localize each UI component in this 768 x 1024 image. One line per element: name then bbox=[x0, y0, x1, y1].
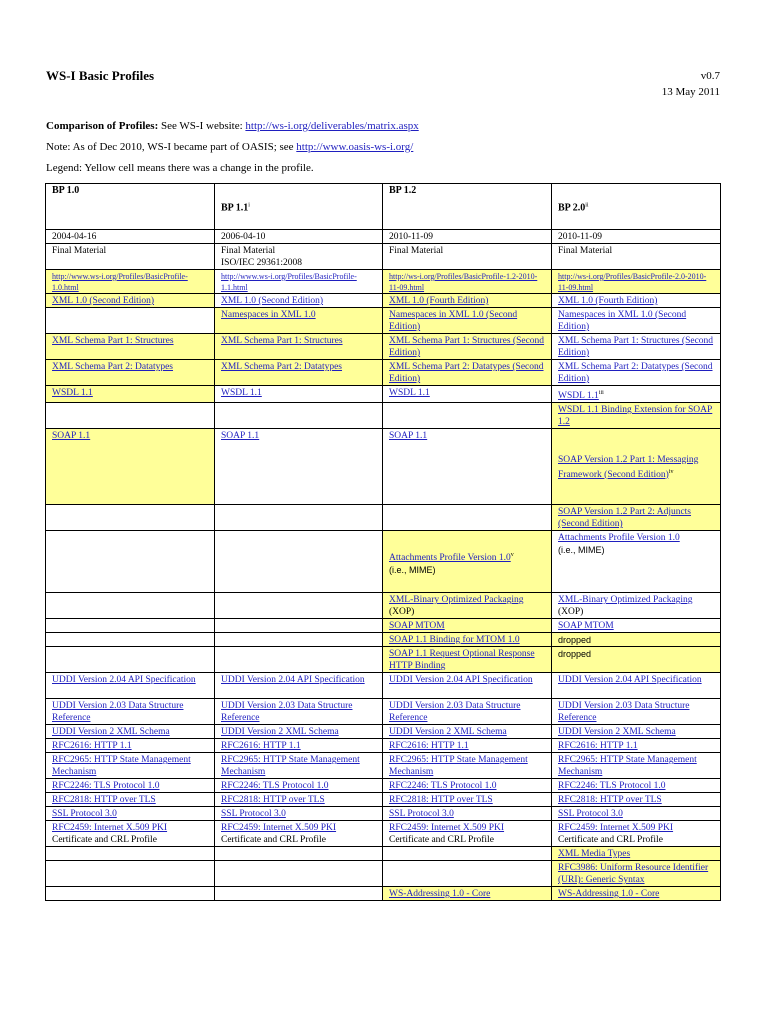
spec-cell bbox=[383, 593, 552, 619]
profile-url-cell bbox=[552, 270, 721, 294]
date-cell: 2010-11-09 bbox=[383, 230, 552, 244]
spec-cell bbox=[552, 887, 721, 901]
spec-cell bbox=[552, 847, 721, 861]
spec-link[interactable]: UDDI Version 2 XML Schema bbox=[52, 727, 170, 738]
table-row bbox=[46, 725, 721, 739]
spec-link[interactable]: RFC2459: Internet X.509 PKI bbox=[558, 823, 674, 834]
spec-cell bbox=[215, 673, 383, 699]
table-row bbox=[46, 531, 721, 593]
table-row bbox=[46, 887, 721, 901]
profile-url-cell bbox=[46, 270, 215, 294]
spec-cell bbox=[215, 753, 383, 779]
spec-link[interactable]: UDDI Version 2.04 API Specification bbox=[389, 675, 533, 686]
spec-link[interactable]: SOAP Version 1.2 Part 1: Messaging Framework (Second Edition) bbox=[558, 454, 699, 480]
spec-link[interactable]: SOAP 1.1 bbox=[389, 431, 428, 442]
spec-link[interactable]: RFC2818: HTTP over TLS bbox=[389, 795, 493, 806]
spec-cell bbox=[383, 673, 552, 699]
comparison-line bbox=[46, 116, 726, 137]
status-cell: Final Material ISO/IEC 29361:2008 bbox=[215, 244, 383, 270]
table-row bbox=[46, 308, 721, 334]
spec-link[interactable]: UDDI Version 2 XML Schema bbox=[221, 727, 339, 738]
table-row bbox=[46, 386, 721, 403]
mime-note: (i.e., MIME) bbox=[389, 564, 436, 575]
spec-suffix: (XOP) bbox=[558, 607, 584, 618]
spec-cell bbox=[552, 403, 721, 429]
spec-cell bbox=[552, 779, 721, 793]
version-label: v0.7 bbox=[700, 70, 720, 82]
spec-cell bbox=[383, 334, 552, 360]
status-cell: Final Material bbox=[383, 244, 552, 270]
empty-cell bbox=[215, 647, 383, 673]
spec-cell bbox=[215, 821, 383, 847]
spec-link[interactable]: RFC2616: HTTP 1.1 bbox=[52, 741, 132, 752]
spec-cell bbox=[383, 633, 552, 647]
status-cell: Final Material bbox=[46, 244, 215, 270]
empty-cell bbox=[46, 531, 215, 593]
table-row bbox=[46, 793, 721, 807]
date-cell: 2004-04-16 bbox=[46, 230, 215, 244]
spec-link[interactable]: Namespaces in XML 1.0 (Second Edition) bbox=[558, 310, 687, 332]
spec-cell bbox=[552, 725, 721, 739]
page-title: WS-I Basic Profiles bbox=[46, 68, 155, 83]
spec-cell bbox=[552, 861, 721, 887]
spec-link[interactable]: SOAP 1.1 bbox=[221, 431, 260, 442]
spec-cell bbox=[46, 673, 215, 699]
spec-cell bbox=[383, 779, 552, 793]
spec-link[interactable]: RFC2965: HTTP State Management Mechanism bbox=[558, 755, 697, 778]
dropped-cell: dropped bbox=[552, 647, 721, 673]
spec-link[interactable]: XML Media Types bbox=[558, 849, 631, 860]
empty-cell bbox=[46, 887, 215, 901]
spec-cell bbox=[46, 699, 215, 725]
empty-cell bbox=[215, 633, 383, 647]
profile-url-link[interactable]: http://www.ws-i.org/Profiles/BasicProfile-1.0.html bbox=[52, 272, 188, 292]
spec-cell bbox=[215, 429, 383, 505]
table-row bbox=[46, 244, 721, 270]
spec-cell bbox=[552, 739, 721, 753]
footnote-marker: iii bbox=[598, 390, 604, 396]
empty-cell bbox=[383, 403, 552, 429]
table-row bbox=[46, 647, 721, 673]
spec-cell bbox=[383, 739, 552, 753]
spec-cell bbox=[46, 386, 215, 403]
spec-cell bbox=[552, 807, 721, 821]
spec-link[interactable]: RFC2246: TLS Protocol 1.0 bbox=[558, 781, 666, 792]
profiles-table bbox=[45, 183, 721, 901]
spec-link[interactable]: SOAP Version 1.2 Part 2: Adjuncts (Second Edition) bbox=[558, 507, 692, 530]
table-row bbox=[46, 270, 721, 294]
spec-cell bbox=[383, 725, 552, 739]
spec-link[interactable]: Namespaces in XML 1.0 bbox=[221, 310, 316, 320]
table-row bbox=[46, 334, 721, 360]
spec-cell bbox=[383, 793, 552, 807]
table-row bbox=[46, 699, 721, 725]
empty-cell bbox=[46, 593, 215, 619]
spec-cell bbox=[552, 619, 721, 633]
spec-link[interactable]: SSL Protocol 3.0 bbox=[389, 809, 454, 820]
spec-cell bbox=[552, 308, 721, 334]
spec-link[interactable]: UDDI Version 2.03 Data Structure Reference bbox=[52, 701, 184, 724]
spec-link[interactable]: RFC2818: HTTP over TLS bbox=[221, 795, 325, 806]
spec-cell bbox=[215, 725, 383, 739]
empty-cell bbox=[46, 619, 215, 633]
spec-cell bbox=[46, 753, 215, 779]
spec-link[interactable]: WSDL 1.1 Binding Extension for SOAP 1.2 bbox=[558, 405, 713, 428]
spec-cell bbox=[215, 334, 383, 360]
spec-link[interactable]: SSL Protocol 3.0 bbox=[52, 809, 117, 820]
note-text: Note: As of Dec 2010, WS-I became part of OASIS; see bbox=[46, 141, 294, 153]
spec-continuation: Certificate and CRL Profile bbox=[221, 835, 326, 846]
spec-link[interactable]: RFC3986: Uniform Resource Identifier (URI): Generic Syntax bbox=[558, 863, 709, 886]
spec-link[interactable]: UDDI Version 2 XML Schema bbox=[558, 727, 676, 738]
dropped-cell: dropped bbox=[552, 633, 721, 647]
spec-link[interactable]: SSL Protocol 3.0 bbox=[221, 809, 286, 820]
empty-cell bbox=[383, 505, 552, 531]
spec-link[interactable]: WS-Addressing 1.0 - Core bbox=[389, 889, 491, 900]
matrix-link[interactable]: http://ws-i.org/deliverables/matrix.aspx bbox=[245, 120, 419, 132]
table-row bbox=[46, 360, 721, 386]
spec-cell bbox=[383, 294, 552, 308]
spec-cell bbox=[552, 531, 721, 593]
spec-link[interactable]: UDDI Version 2.03 Data Structure Reference bbox=[221, 701, 353, 724]
spec-link[interactable]: XML-Binary Optimized Packaging bbox=[389, 595, 524, 606]
footnote-marker: iv bbox=[668, 468, 674, 475]
spec-link[interactable]: Namespaces in XML 1.0 (Second Edition) bbox=[389, 310, 518, 332]
profile-url-link[interactable]: http://ws-i.org/Profiles/BasicProfile-1.2-2010-11-09.html bbox=[389, 272, 538, 292]
empty-cell bbox=[46, 647, 215, 673]
table-row bbox=[46, 673, 721, 699]
spec-cell bbox=[552, 360, 721, 386]
empty-cell bbox=[46, 403, 215, 429]
spec-cell bbox=[46, 334, 215, 360]
spec-link[interactable]: Attachments Profile Version 1.0 bbox=[389, 552, 511, 563]
profile-url-link[interactable]: http://ws-i.org/Profiles/BasicProfile-2.0-2010-11-09.html bbox=[558, 272, 707, 292]
table-row bbox=[46, 294, 721, 308]
spec-link[interactable]: RFC2246: TLS Protocol 1.0 bbox=[52, 781, 160, 792]
spec-link[interactable]: RFC2965: HTTP State Management Mechanism bbox=[221, 755, 360, 778]
spec-link[interactable]: SOAP 1.1 bbox=[52, 431, 91, 442]
spec-link[interactable]: SOAP MTOM bbox=[558, 621, 614, 632]
spec-link[interactable]: RFC2965: HTTP State Management Mechanism bbox=[389, 755, 528, 778]
spec-link[interactable]: XML 1.0 (Fourth Edition) bbox=[558, 296, 658, 306]
spec-cell bbox=[383, 308, 552, 334]
spec-cell bbox=[215, 699, 383, 725]
table-row bbox=[46, 753, 721, 779]
date-label: 13 May 2011 bbox=[661, 86, 720, 98]
profile-url-cell bbox=[215, 270, 383, 294]
spec-link[interactable]: UDDI Version 2 XML Schema bbox=[389, 727, 507, 738]
spec-cell bbox=[46, 821, 215, 847]
spec-cell bbox=[383, 821, 552, 847]
spec-cell bbox=[383, 386, 552, 403]
table-row bbox=[46, 230, 721, 244]
table-row bbox=[46, 403, 721, 429]
intro-section bbox=[46, 116, 726, 179]
spec-cell bbox=[215, 739, 383, 753]
spec-cell bbox=[552, 334, 721, 360]
spec-cell bbox=[383, 360, 552, 386]
spec-cell bbox=[383, 753, 552, 779]
spec-cell bbox=[552, 673, 721, 699]
comparison-label: Comparison of Profiles: bbox=[46, 120, 159, 132]
spec-link[interactable]: XML 1.0 (Fourth Edition) bbox=[389, 296, 489, 306]
spec-cell bbox=[383, 699, 552, 725]
empty-cell bbox=[46, 308, 215, 334]
spec-link[interactable]: RFC2616: HTTP 1.1 bbox=[389, 741, 469, 752]
spec-link[interactable]: SOAP MTOM bbox=[389, 621, 445, 632]
profile-url-link[interactable]: http://www.ws-i.org/Profiles/BasicProfile-1.1.html bbox=[221, 272, 357, 292]
spec-continuation: Certificate and CRL Profile bbox=[389, 835, 494, 846]
spec-cell bbox=[46, 739, 215, 753]
spec-link[interactable]: RFC2459: Internet X.509 PKI bbox=[389, 823, 505, 834]
spec-link[interactable]: XML Schema Part 1: Structures (Second Edition) bbox=[389, 336, 545, 358]
iso-label: ISO/IEC 29361:2008 bbox=[221, 258, 303, 268]
empty-cell bbox=[46, 505, 215, 531]
spec-link[interactable]: XML Schema Part 2: Datatypes (Second Edition) bbox=[389, 362, 544, 384]
empty-cell bbox=[215, 505, 383, 531]
table-row bbox=[46, 779, 721, 793]
spec-link[interactable]: RFC2616: HTTP 1.1 bbox=[558, 741, 638, 752]
table-row bbox=[46, 429, 721, 505]
header-bp11: BP 1.1$^i$ bbox=[215, 184, 383, 230]
spec-link[interactable]: XML 1.0 (Second Edition) bbox=[221, 296, 324, 306]
spec-link[interactable]: SOAP 1.1 Binding for MTOM 1.0 bbox=[389, 635, 520, 646]
table-row bbox=[46, 505, 721, 531]
spec-cell bbox=[552, 699, 721, 725]
spec-cell bbox=[215, 294, 383, 308]
empty-cell bbox=[215, 531, 383, 593]
profile-url-cell bbox=[383, 270, 552, 294]
empty-cell bbox=[383, 847, 552, 861]
spec-link[interactable]: XML Schema Part 1: Structures (Second Edition) bbox=[558, 336, 714, 358]
spec-cell bbox=[215, 793, 383, 807]
table-row bbox=[46, 633, 721, 647]
empty-cell bbox=[215, 887, 383, 901]
spec-cell bbox=[552, 386, 721, 403]
spec-link[interactable]: XML Schema Part 1: Structures bbox=[52, 336, 174, 346]
table-row bbox=[46, 821, 721, 847]
spec-cell bbox=[552, 429, 721, 505]
spec-link[interactable]: RFC2459: Internet X.509 PKI bbox=[52, 823, 168, 834]
spec-link[interactable]: RFC2616: HTTP 1.1 bbox=[221, 741, 301, 752]
spec-cell bbox=[215, 308, 383, 334]
status-cell: Final Material bbox=[552, 244, 721, 270]
spec-link[interactable]: WSDL 1.1 bbox=[558, 391, 599, 402]
oasis-link[interactable]: http://www.oasis-ws-i.org/ bbox=[296, 141, 414, 153]
spec-cell bbox=[552, 294, 721, 308]
empty-cell bbox=[215, 403, 383, 429]
spec-cell bbox=[552, 505, 721, 531]
spec-link[interactable]: XML 1.0 (Second Edition) bbox=[52, 296, 155, 306]
table-row bbox=[46, 593, 721, 619]
legend-line: Legend: Yellow cell means there was a change in the profile. bbox=[46, 162, 314, 174]
note-line bbox=[46, 137, 726, 158]
spec-link[interactable]: XML-Binary Optimized Packaging bbox=[558, 595, 693, 606]
spec-cell bbox=[46, 360, 215, 386]
empty-cell bbox=[215, 619, 383, 633]
spec-cell bbox=[383, 619, 552, 633]
empty-cell bbox=[46, 847, 215, 861]
spec-link[interactable]: RFC2246: TLS Protocol 1.0 bbox=[221, 781, 329, 792]
table-row bbox=[46, 184, 721, 230]
spec-continuation: Certificate and CRL Profile bbox=[52, 835, 157, 846]
spec-cell bbox=[383, 807, 552, 821]
date-cell: 2006-04-10 bbox=[215, 230, 383, 244]
spec-link[interactable]: UDDI Version 2.04 API Specification bbox=[221, 675, 365, 686]
spec-link[interactable]: XML Schema Part 2: Datatypes bbox=[52, 362, 174, 372]
spec-link[interactable]: UDDI Version 2.03 Data Structure Reference bbox=[389, 701, 521, 724]
spec-link[interactable]: UDDI Version 2.04 API Specification bbox=[52, 675, 196, 686]
empty-cell bbox=[46, 633, 215, 647]
comparison-text: See WS-I website: bbox=[160, 120, 243, 132]
spec-cell bbox=[552, 793, 721, 807]
header-bp12: BP 1.2 bbox=[383, 184, 552, 230]
table-row bbox=[46, 739, 721, 753]
spec-link[interactable]: WSDL 1.1 bbox=[389, 388, 430, 398]
spec-link[interactable]: SSL Protocol 3.0 bbox=[558, 809, 623, 820]
spec-cell bbox=[46, 807, 215, 821]
empty-cell bbox=[215, 847, 383, 861]
spec-cell bbox=[46, 725, 215, 739]
spec-cell bbox=[215, 360, 383, 386]
empty-cell bbox=[215, 593, 383, 619]
spec-link[interactable]: WS-Addressing 1.0 - Core bbox=[558, 889, 660, 900]
spec-cell bbox=[46, 294, 215, 308]
table-row bbox=[46, 619, 721, 633]
spec-cell bbox=[383, 647, 552, 673]
spec-link[interactable]: RFC2459: Internet X.509 PKI bbox=[221, 823, 337, 834]
table-row bbox=[46, 807, 721, 821]
table-row bbox=[46, 861, 721, 887]
spec-cell bbox=[552, 593, 721, 619]
spec-link[interactable]: XML Schema Part 2: Datatypes (Second Edition) bbox=[558, 362, 713, 384]
footnote-marker: v bbox=[510, 551, 514, 558]
table-row bbox=[46, 847, 721, 861]
header-bp20: BP 2.0$^{ii}$ bbox=[552, 184, 721, 230]
spec-link[interactable]: UDDI Version 2.03 Data Structure Reference bbox=[558, 701, 690, 724]
spec-link[interactable]: UDDI Version 2.04 API Specification bbox=[558, 675, 702, 686]
spec-cell bbox=[552, 821, 721, 847]
spec-link[interactable]: RFC2246: TLS Protocol 1.0 bbox=[389, 781, 497, 792]
spec-link[interactable]: RFC2965: HTTP State Management Mechanism bbox=[52, 755, 191, 778]
spec-cell bbox=[383, 531, 552, 593]
empty-cell bbox=[46, 861, 215, 887]
empty-cell bbox=[383, 861, 552, 887]
spec-link[interactable]: WSDL 1.1 bbox=[52, 388, 93, 398]
empty-cell bbox=[215, 861, 383, 887]
date-cell: 2010-11-09 bbox=[552, 230, 721, 244]
spec-cell bbox=[552, 753, 721, 779]
spec-link[interactable]: RFC2818: HTTP over TLS bbox=[52, 795, 156, 806]
version-info bbox=[662, 68, 720, 100]
mime-note: (i.e., MIME) bbox=[558, 545, 605, 556]
spec-link[interactable]: RFC2818: HTTP over TLS bbox=[558, 795, 662, 806]
spec-continuation: Certificate and CRL Profile bbox=[558, 835, 663, 846]
spec-link[interactable]: WSDL 1.1 bbox=[221, 388, 262, 398]
spec-cell bbox=[383, 887, 552, 901]
spec-link[interactable]: Attachments Profile Version 1.0 bbox=[558, 533, 680, 544]
spec-cell bbox=[215, 807, 383, 821]
header-bp10: BP 1.0 bbox=[46, 184, 215, 230]
spec-suffix: (XOP) bbox=[389, 607, 415, 618]
spec-cell bbox=[383, 429, 552, 505]
spec-cell bbox=[215, 386, 383, 403]
spec-cell bbox=[46, 793, 215, 807]
spec-cell bbox=[46, 779, 215, 793]
spec-link[interactable]: XML Schema Part 1: Structures bbox=[221, 336, 343, 346]
spec-cell bbox=[46, 429, 215, 505]
spec-link[interactable]: SOAP 1.1 Request Optional Response HTTP Binding bbox=[389, 649, 535, 672]
spec-link[interactable]: XML Schema Part 2: Datatypes bbox=[221, 362, 343, 372]
spec-cell bbox=[215, 779, 383, 793]
